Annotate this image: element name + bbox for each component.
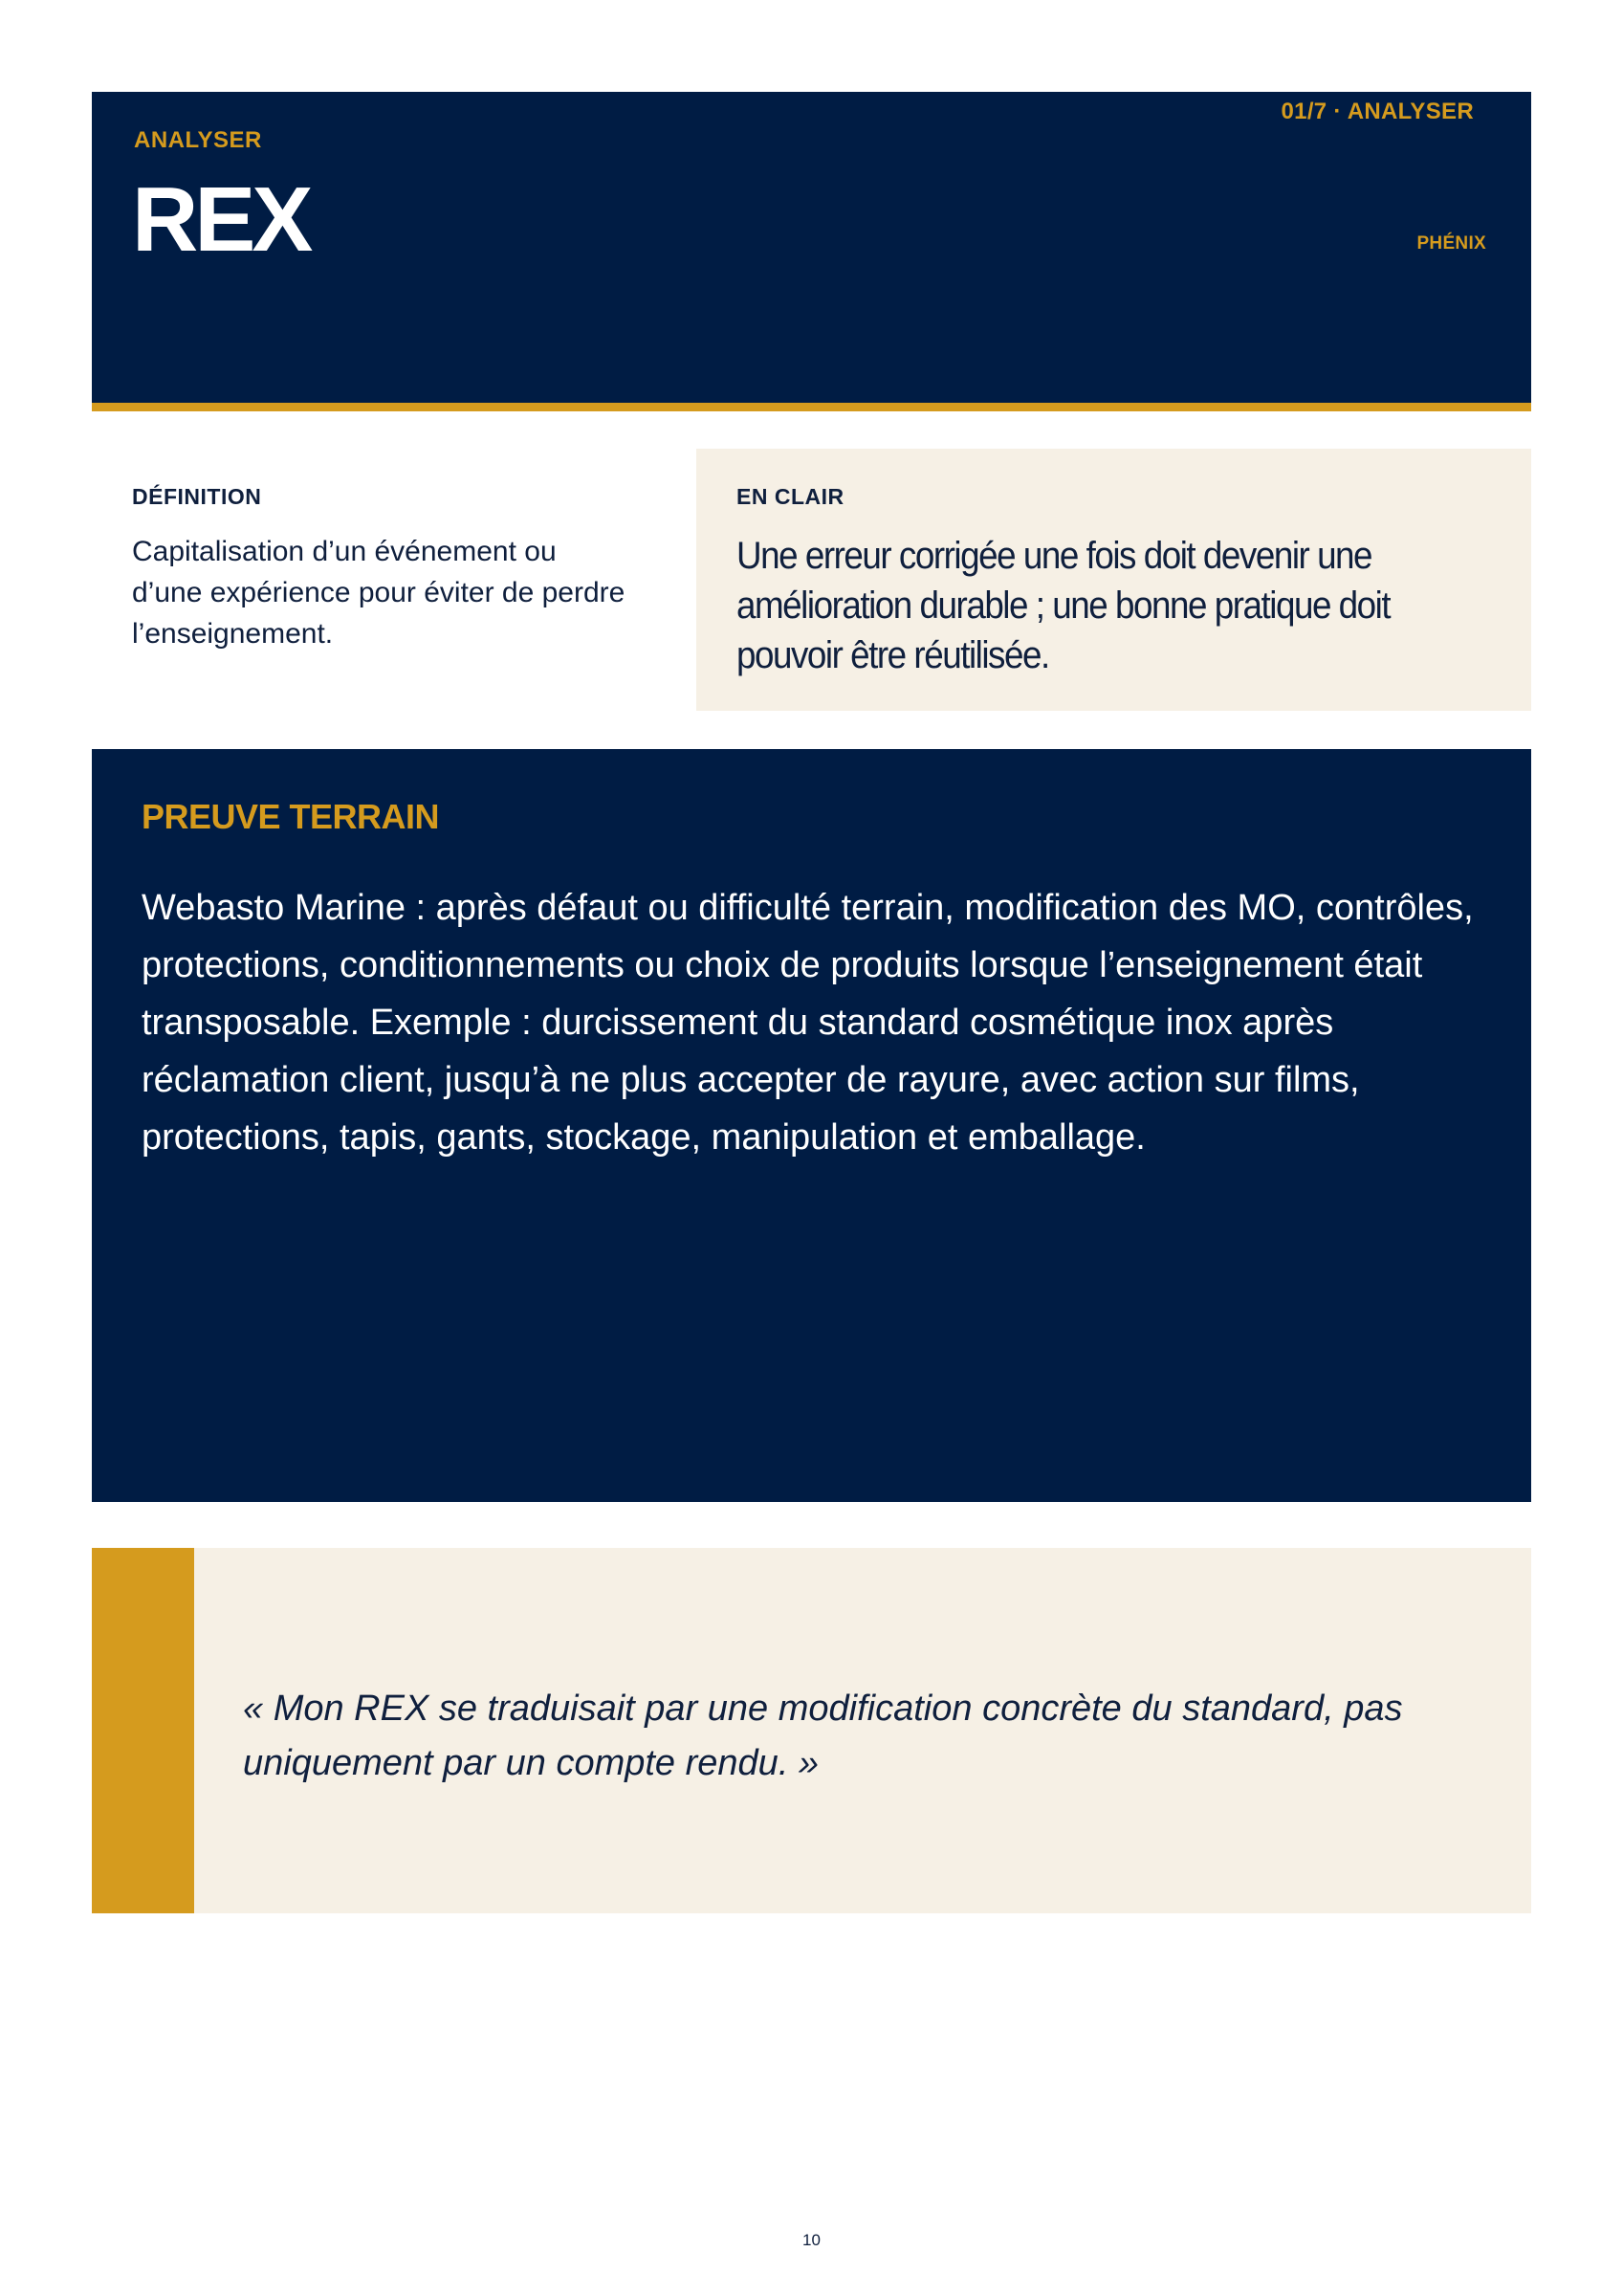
- quote-text: « Mon REX se traduisait par une modification concrète du standard, pas uniquement par un compte rendu. »: [243, 1689, 1403, 1783]
- brand-label: PHÉNIX: [1416, 233, 1486, 254]
- en-clair-text: Une erreur corrigée une fois doit devenir une amélioration durable ; une bonne pratique doit pouvoir être réutilisée.: [736, 535, 1391, 676]
- definition-block: [132, 484, 629, 654]
- proof-title: PREUVE TERRAIN: [142, 797, 440, 836]
- page-number: 10: [802, 2231, 821, 2249]
- quote-accent-bar: [92, 1548, 194, 1913]
- en-clair-label: EN CLAIR: [736, 484, 844, 509]
- header-banner: [92, 92, 1531, 403]
- page-title: REX: [132, 168, 310, 271]
- definition-text: Capitalisation d’un événement ou d’une expérience pour éviter de perdre l’enseignement.: [132, 536, 625, 650]
- quote-block: [92, 1548, 1531, 1913]
- section-kicker: ANALYSER: [134, 127, 262, 153]
- section-pager: 01/7 · ANALYSER: [1281, 99, 1474, 124]
- proof-text: Webasto Marine : après défaut ou difficulté terrain, modification des MO, contrôles, protections, conditionnements ou choix de produits lorsque l’enseignement était transposable. Exemple : durcissement du standard cosmétique inox après réclamation client, jusqu’à ne plus accepter de rayure, avec action sur films, protections, tapis, gants, stockage, manipulation et emballage.: [142, 888, 1474, 1158]
- definition-label: DÉFINITION: [132, 484, 262, 509]
- proof-block: [92, 749, 1531, 1502]
- header-divider: [92, 403, 1531, 411]
- en-clair-block: [696, 449, 1531, 711]
